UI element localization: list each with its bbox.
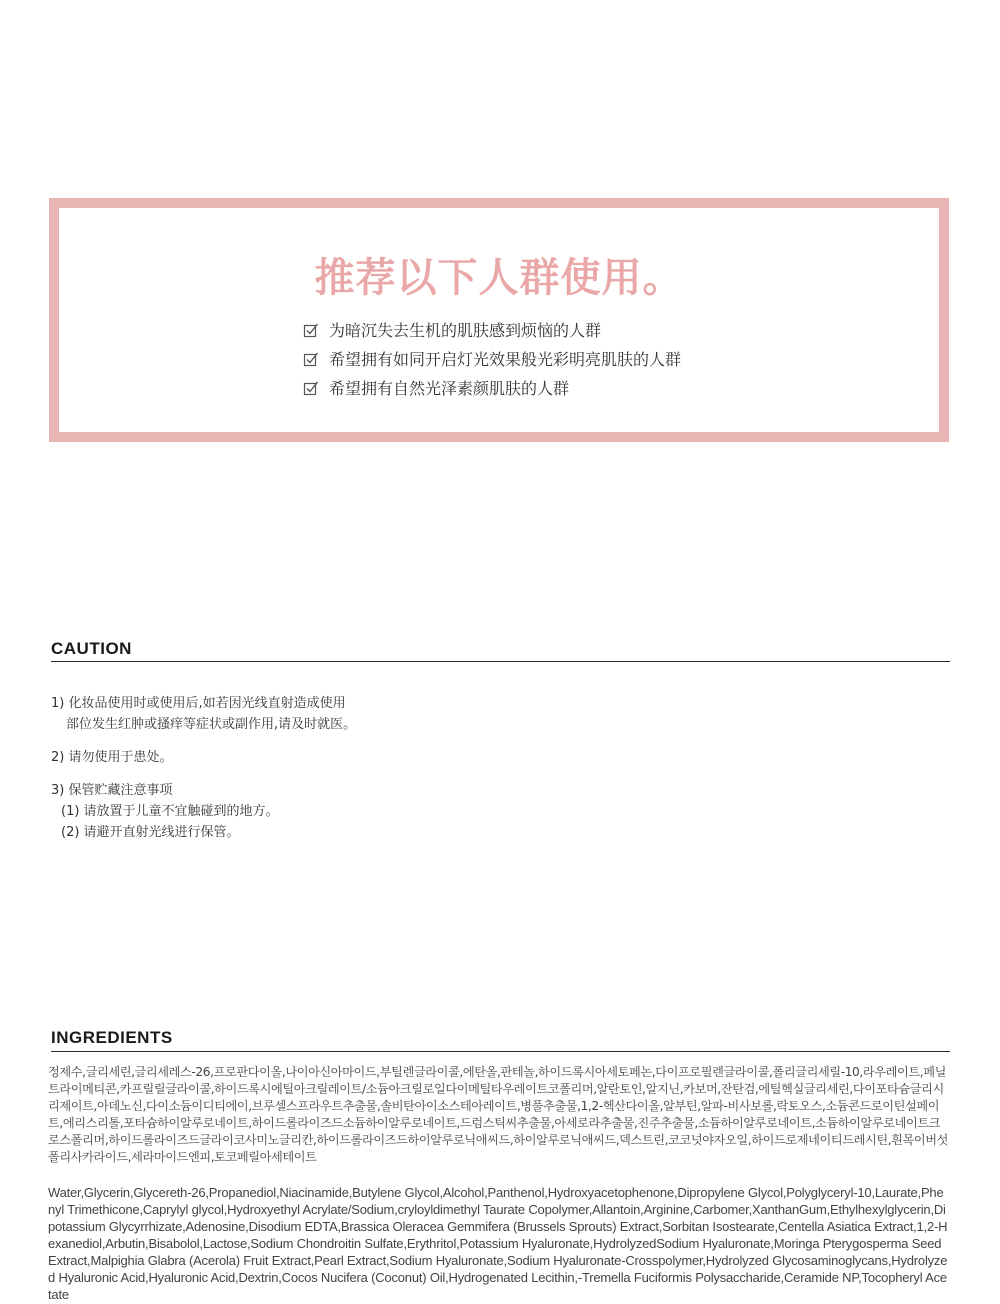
recommendation-text: 希望拥有自然光泽素颜肌肤的人群 <box>329 379 570 398</box>
ingredients-heading: INGREDIENTS <box>51 1028 173 1047</box>
caution-text: 2) 请勿使用于患处。 <box>51 750 173 765</box>
caution-item-1 <box>51 693 356 735</box>
caution-item-2 <box>51 747 356 768</box>
ingredients-english: Water,Glycerin,Glycereth-26,Propanediol,Niacinamide,Butylene Glycol,Alcohol,Panthenol,Hydroxyacetophenone,Dipropylene Glycol,Polyglyceryl-10,Laurate,Phenyl Trimethicone,Caprylyl glycol,Hydroxyethyl Acrylate/Sodium,cryloyldimethyl Taurate Copolymer,Allantoin,Arginine,Carbomer,XanthanGum,Ethylhexylglycerin,Dipotassium Glycyrrhizate,Adenosine,Disodium EDTA,Brassica Oleracea Gemmifera (Brussels Sprouts) Extract,Sorbitan Isostearate,Centella Asiatica Extract,1,2-Hexanediol,Arbutin,Bisabolol,Lactose,Sodium Chondroitin Sulfate,Erythritol,Potassium Hyaluronate,HydrolyzedSodium Hyaluronate,Moringa Pterygosperma Seed Extract,Malpighia Glabra (Acerola) Fruit Extract,Pearl Extract,Sodium Hyaluronate,Sodium Hyaluronate-Crosspolymer,Hydrolyzed Glycosaminoglycans,Hydrolyzed Hyaluronic Acid,Hyaluronic Acid,Dextrin,Cocos Nucifera (Coconut) Oil,Hydrogenated Lecithin,-Tremella Fuciformis Polysaccharide,Ceramide NP,Tocopheryl Acetate <box>48 1185 948 1302</box>
ingredients-korean: 정제수,글리세린,글리세레스-26,프로판다이올,나이아신아마이드,부틸렌글라이콜,에탄올,판테놀,하이드록시아세토페논,다이프로필렌글라이콜,폴리글리세릴-10,라우레이트,페닐트라이메티콘,카프릴릴글라이콜,하이드록시에틸아크릴레이트/소듐아크릴로일다이메틸타우레이트코폴리머,알란토인,알지닌,카보머,잔탄검,에틸헥실글리세린,다이포타슘글리시리제이트,아데노신,다이소듐이디티에이,브루셀스프라우트추출물,솔비탄아이소스테아레이트,병풀추출물,1,2-헥산다이올,알부틴,알파-비사보롤,락토오스,소듐콘드로이틴설페이트,에리스리톨,포타슘하이알루로네이트,하이드롤라이즈드소듐하이알루로네이트,드럼스틱씨추출물,아세로라추출물,진주추출물,소듐하이알루로네이트,소듐하이알루로네이트크로스폴리머,하이드롤라이즈드글라이코사미노글리칸,하이드롤라이즈드하이알루로닉애씨드,하이알루로닉애씨드,덱스트린,코코넛야자오일,하이드로제네이티드레시틴,흰목이버섯폴리사카라이드,세라마이드엔피,토코페릴아세테이트 <box>48 1065 949 1164</box>
list-item <box>303 344 681 373</box>
list-item <box>303 373 681 402</box>
ingredients-divider <box>51 1051 950 1052</box>
caution-item-3 <box>51 780 356 843</box>
recommendation-list <box>303 315 681 402</box>
recommendation-text: 为暗沉失去生机的肌肤感到烦恼的人群 <box>329 321 602 340</box>
caution-text: 1) 化妆品使用时或使用后,如若因光线直射造成使用 <box>51 696 346 711</box>
checkbox-icon <box>303 322 319 338</box>
recommendation-box <box>49 198 949 442</box>
caution-list <box>51 693 356 855</box>
caution-text: 3) 保管贮藏注意事项 <box>51 783 173 798</box>
caution-divider <box>51 661 950 662</box>
checkbox-icon <box>303 380 319 396</box>
caution-subtext: (1) 请放置于儿童不宜触碰到的地方。 <box>61 804 279 819</box>
recommendation-title: 推荐以下人群使用。 <box>314 255 684 301</box>
caution-text: 部位发生红肿或搔痒等症状或副作用,请及时就医。 <box>66 717 357 732</box>
recommendation-text: 希望拥有如同开启灯光效果般光彩明亮肌肤的人群 <box>329 350 682 369</box>
caution-subtext: (2) 请避开直射光线进行保管。 <box>61 825 240 840</box>
checkbox-icon <box>303 351 319 367</box>
list-item <box>303 315 681 344</box>
caution-heading: CAUTION <box>51 639 132 658</box>
